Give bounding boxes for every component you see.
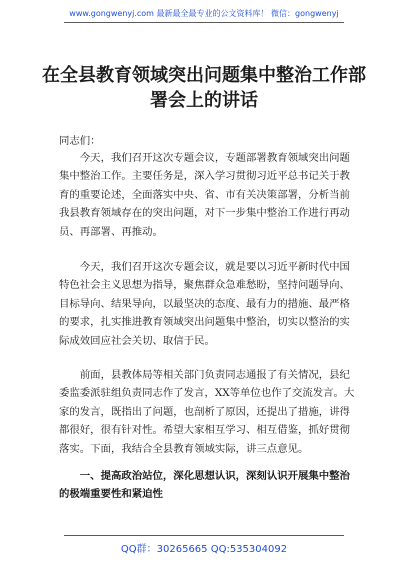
paragraph-3: 前面，县教体局等相关部门负责同志通报了有关情况，县纪委监委派驻组负责同志作了发言，XX等单位也作了交流发言。大家的发言，既指出了问题，也剖析了原因，还提出了措施，讲得都很好，很有针对性。希望大家相互学习、相互借鉴，抓好贯彻落实。下面，我结合全县教育领域实际，讲三点意见。 <box>59 369 355 455</box>
paragraph-1: 今天，我们召开这次专题会议，专题部署教育领域突出问题集中整治工作。主要任务是，深入学习贯彻习近平总书记关于教育的重要论述，全面落实中央、省、市有关决策部署，分析当前我县教育领域存在的突出问题，对下一步集中整治工作进行再动员、再部署、再推动。 <box>59 152 350 238</box>
site-footer: QQ群：30265665 QQ:535304092 <box>120 544 288 555</box>
document-title: 在全县教育领域突出问题集中整治工作部署会上的讲话 <box>42 65 366 111</box>
paragraph-2: 今天，我们召开这次专题会议，就是要以习近平新时代中国特色社会主义思想为指导，聚焦群众急难愁盼，坚持问题导向、目标导向、结果导向，以最坚决的态度、最有力的措施、最严格的要求，扎实推进教育领域突出问题集中整治，切实以整治的实际成效回应社会关切、取信于民。 <box>59 261 350 347</box>
footer-divider <box>64 535 344 536</box>
header-divider <box>64 22 344 23</box>
site-header: www.gongwenyj.com 最新最全最专业的公文资料库！ 微信：gongwenyj <box>69 9 339 18</box>
section-heading-1: 一、提高政治站位，深化思想认识，深刻认识开展集中整治的极端重要性和紧迫性 <box>59 470 350 501</box>
greeting: 同志们： <box>59 135 101 147</box>
